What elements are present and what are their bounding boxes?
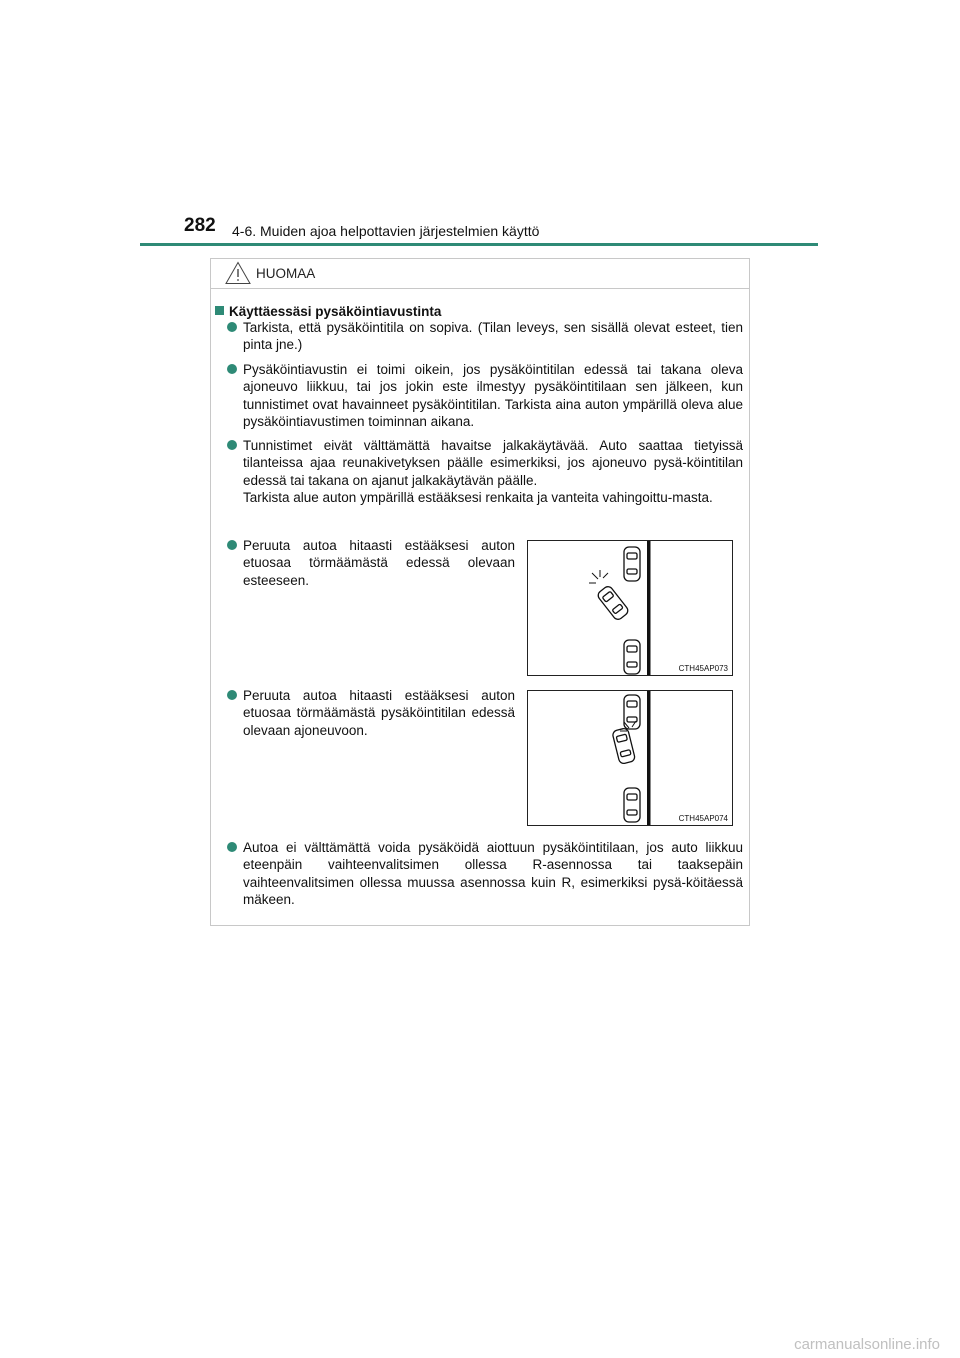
bullet-dot-icon: [227, 364, 237, 374]
warning-triangle-icon: [225, 261, 251, 285]
caution-heading: [215, 303, 735, 320]
parking-illustration: [528, 691, 732, 825]
collision-burst-icon: [589, 570, 608, 583]
caution-header: [211, 259, 749, 289]
caution-label: HUOMAA: [256, 266, 316, 281]
bullet-dot-icon: [227, 440, 237, 450]
page-number: 282: [184, 215, 216, 236]
header-rule: [140, 243, 818, 246]
bullet-dot-icon: [227, 842, 237, 852]
bullet-text: Tarkista, että pysäköintitila on sopiva. (Tilan leveys, sen sisällä olevat esteet, tien pinta jne.): [243, 320, 743, 353]
heading-square-icon: [215, 306, 224, 315]
watermark: carmanualsonline.info: [794, 1336, 940, 1353]
bullet-text: Pysäköintiavustin ei toimi oikein, jos pysäköintitilan edessä tai takana oleva ajoneuvo liikkuu, tai jos jokin este ilmestyy pysäköintitilaan sen jälkeen, kun tunnistimet ovat havainneet pysäköintitilan. Tarkista aina auton ympärillä oleva alue pysäköintiavustimen toiminnan aikana.: [243, 362, 743, 429]
bullet-dot-icon: [227, 690, 237, 700]
parked-car-front: [624, 547, 640, 581]
bullet-text: Autoa ei välttämättä voida pysäköidä aiottuun pysäköintitilaan, jos auto liikkuu eteenpäin vaihteenvalitsimen ollessa R-asennossa tai taaksepäin vaihteenvalitsimen ollessa muussa asennossa kuin R, esimerkiksi pysä-köitäessä mäkeen.: [243, 840, 743, 907]
bullet-dot-icon: [227, 540, 237, 550]
figure-code: CTH45AP073: [678, 664, 728, 673]
parking-illustration: [528, 541, 732, 675]
bullet-text-part: Tarkista alue auton ympärillä estääksesi renkaita ja vanteita vahingoittu-masta.: [243, 489, 713, 505]
bullet-text: [243, 437, 743, 506]
parking-diagram-obstacle: [527, 540, 733, 676]
section-title: 4-6. Muiden ajoa helpottavien järjestelmien käyttö: [232, 223, 540, 239]
figure-code: CTH45AP074: [678, 814, 728, 823]
bullet-text: Peruuta autoa hitaasti estääksesi auton etuosaa törmäämästä pysäköintitilan edessä olevaan ajoneuvoon.: [243, 688, 515, 738]
reversing-car: [612, 728, 636, 765]
parked-car-front: [624, 695, 640, 729]
parked-car-rear: [624, 640, 640, 674]
caution-heading-text: Käyttäessäsi pysäköintiavustinta: [229, 304, 442, 319]
bullet-dot-icon: [227, 322, 237, 332]
bullet-text: Peruuta autoa hitaasti estääksesi auton etuosaa törmäämästä edessä olevaan esteeseen.: [243, 538, 515, 588]
parked-car-rear: [624, 788, 640, 822]
caution-box: [210, 258, 750, 926]
bullet-text-part: Tunnistimet eivät välttämättä havaitse jalkakäytävää. Auto saattaa tietyissä tilanteissa ajaa reunakivetyksen päälle esimerkiksi, jos ajoneuvo pysä-köintitilan edessä tai takana on ajanut jalkakäytävän päälle.: [243, 438, 743, 488]
reversing-car: [596, 585, 630, 622]
parking-diagram-vehicle: [527, 690, 733, 826]
